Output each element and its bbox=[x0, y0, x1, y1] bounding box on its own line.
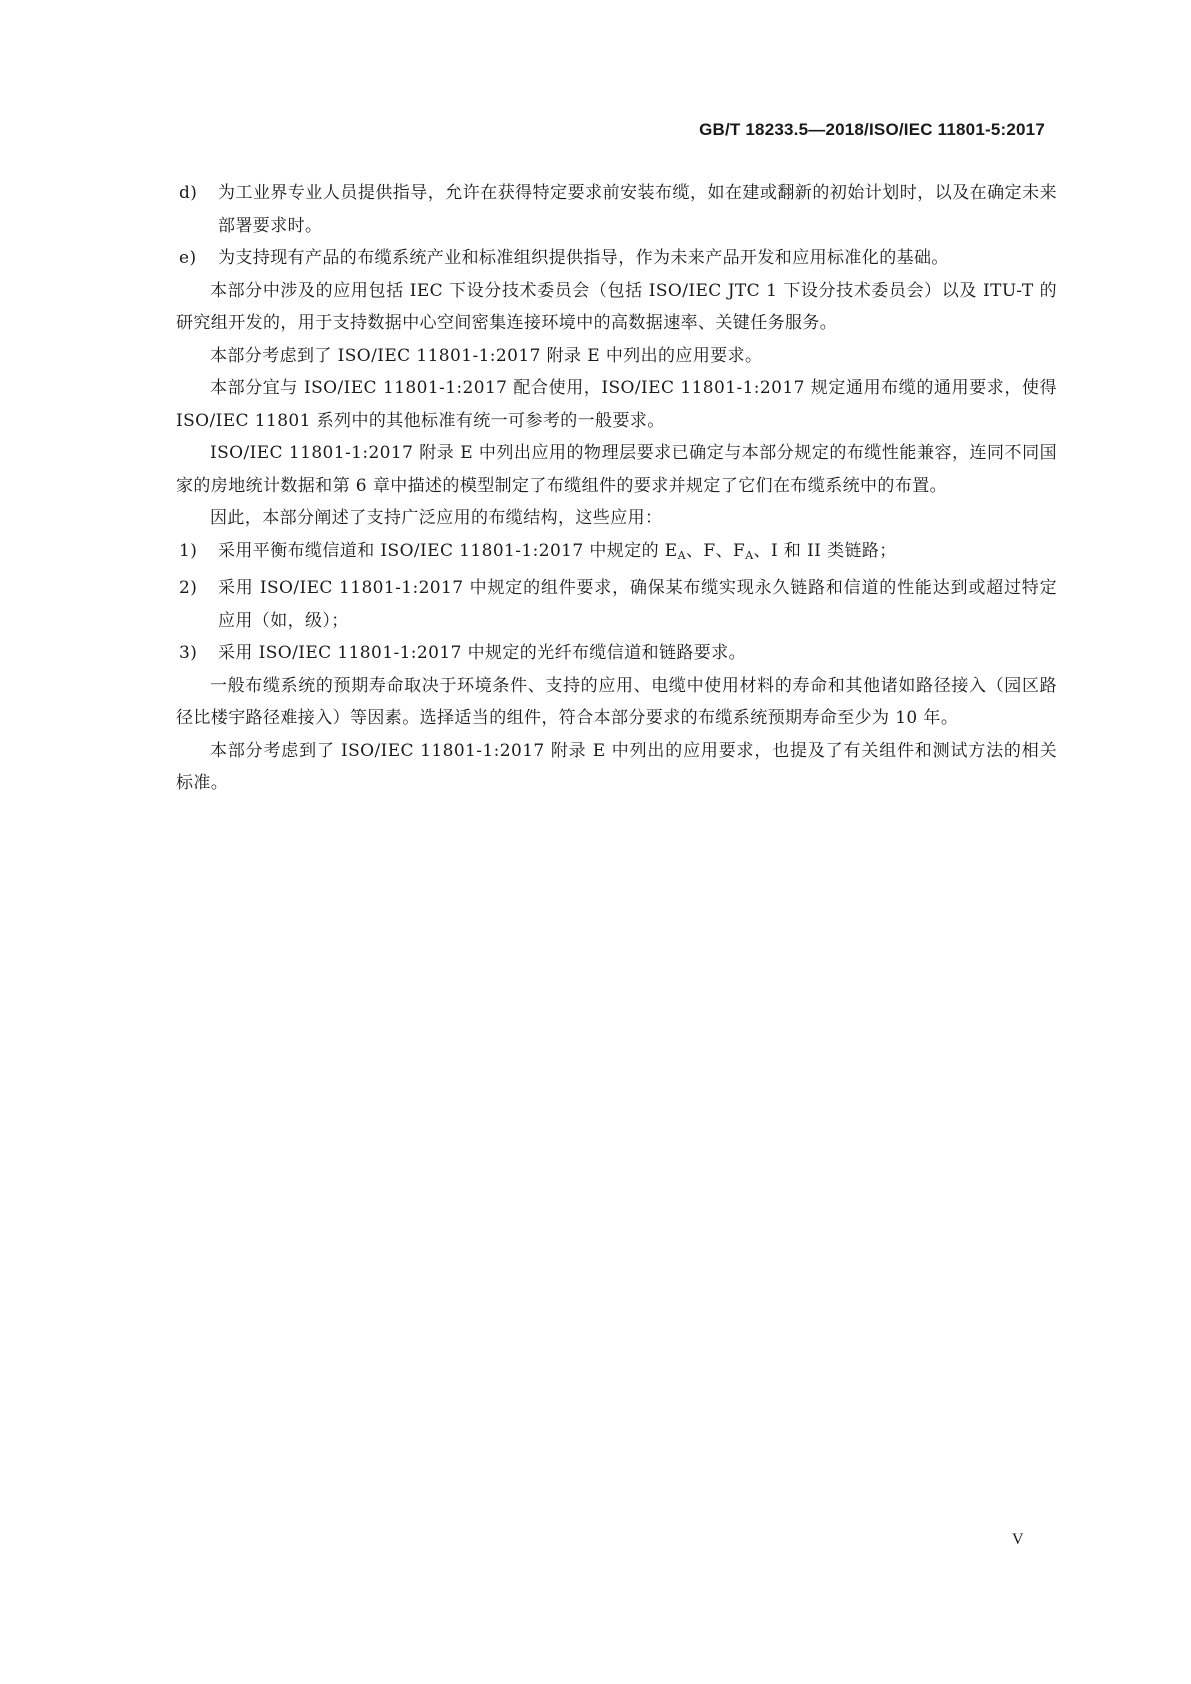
paragraph-therefore: 因此，本部分阐述了支持广泛应用的布缆结构，这些应用： bbox=[210, 508, 663, 528]
paragraph-related-standards: 本部分考虑到了 ISO/IEC 11801-1:2017 附录 E 中列出的应用要求，也提及了有关组件和测试方法的相关标准。 bbox=[176, 740, 1057, 793]
list-item-text bbox=[218, 535, 1057, 573]
paragraph-life-expectancy: 一般布缆系统的预期寿命取决于环境条件、支持的应用、电缆中使用材料的寿命和其他诸如路径接入（园区路径比楼宇路径难接入）等因素。选择适当的组件，符合本部分要求的布缆系统预期寿命至少为 10 年。 bbox=[176, 675, 1057, 728]
list-marker: 3) bbox=[179, 643, 198, 663]
paragraph-used-with-11801-1: 本部分宜与 ISO/IEC 11801-1:2017 配合使用，ISO/IEC 11801-1:2017 规定通用布缆的通用要求，使得 ISO/IEC 11801 系列中的其他标准有统一可参考的一般要求。 bbox=[176, 378, 1057, 431]
list-item-text-part: 、F、F bbox=[685, 540, 746, 561]
document-body bbox=[176, 177, 1057, 800]
list-item-e bbox=[176, 242, 1057, 275]
list-marker: 1) bbox=[179, 540, 198, 561]
list-item-text: 为支持现有产品的布缆系统产业和标准组织提供指导，作为未来产品开发和应用标准化的基础。 bbox=[218, 248, 949, 268]
paragraph-applications-scope: 本部分中涉及的应用包括 IEC 下设分技术委员会（包括 ISO/IEC JTC 1 下设分技术委员会）以及 ITU-T 的研究组开发的，用于支持数据中心空间密集连接环境中的高数据速率、关键任务服务。 bbox=[176, 280, 1057, 333]
subscript-a: A bbox=[745, 548, 754, 562]
list-item-text-part: 、I 和 II 类链路； bbox=[753, 540, 897, 561]
subscript-a: A bbox=[677, 548, 686, 562]
paragraph-physical-layer: ISO/IEC 11801-1:2017 附录 E 中列出应用的物理层要求已确定与本部分规定的布缆性能兼容，连同不同国家的房地统计数据和第 6 章中描述的模型制定了布缆组件的要求并规定了它们在布缆系统中的布置。 bbox=[176, 443, 1057, 496]
list-marker: d) bbox=[179, 183, 198, 203]
list-item-1 bbox=[176, 535, 1057, 573]
page-number: V bbox=[1012, 1531, 1024, 1548]
list-item-text: 采用 ISO/IEC 11801-1:2017 中规定的光纤布缆信道和链路要求。 bbox=[218, 643, 746, 663]
list-item-2 bbox=[176, 572, 1057, 637]
list-marker: e) bbox=[179, 248, 197, 268]
list-marker: 2) bbox=[179, 578, 198, 598]
list-item-text: 为工业界专业人员提供指导，允许在获得特定要求前安装布缆，如在建或翻新的初始计划时，以及在确定未来部署要求时。 bbox=[218, 183, 1057, 236]
standard-code-header: GB/T 18233.5—2018/ISO/IEC 11801-5:2017 bbox=[699, 120, 1045, 139]
paragraph-annex-e-reference: 本部分考虑到了 ISO/IEC 11801-1:2017 附录 E 中列出的应用要求。 bbox=[210, 345, 763, 366]
list-item-text: 采用 ISO/IEC 11801-1:2017 中规定的组件要求，确保某布缆实现永久链路和信道的性能达到或超过特定应用（如，级）； bbox=[218, 578, 1057, 631]
list-item-d bbox=[176, 177, 1057, 242]
list-item-text-part: 采用平衡布缆信道和 ISO/IEC 11801-1:2017 中规定的 E bbox=[218, 540, 678, 561]
list-item-3 bbox=[176, 637, 1057, 670]
